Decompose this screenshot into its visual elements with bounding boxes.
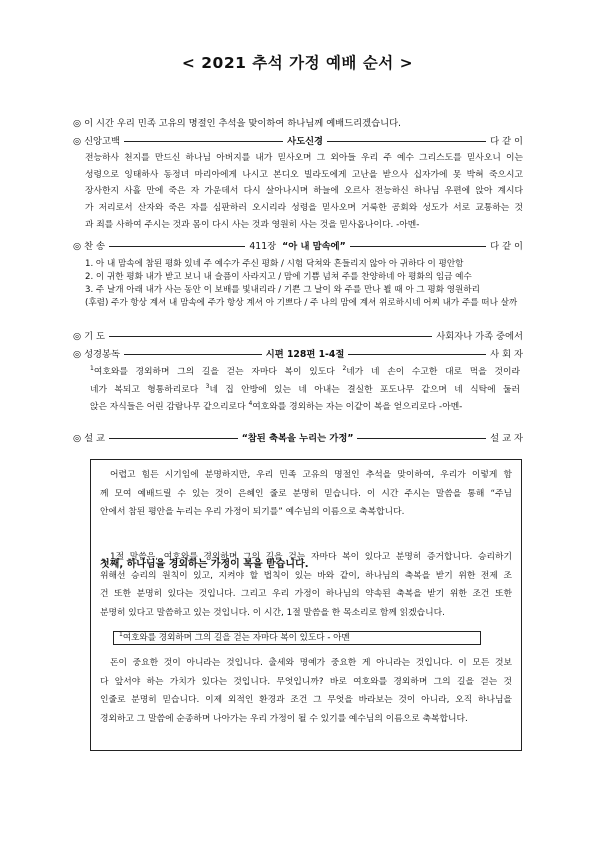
sermon-point-heading: 첫째, 하나님을 경외하는 가정이 복을 받습니다. bbox=[100, 559, 309, 570]
reading-label: ◎ 성경봉독 bbox=[73, 349, 120, 360]
sermon-intro bbox=[100, 466, 512, 522]
sermon-line: 경외하고 그 말씀에 순종하며 나아가는 우리 가정이 될 수 있기를 예수님의 이름으로 축복합니다. bbox=[100, 713, 468, 724]
sermon-line: 분명히 있다고 말씀하고 있는 것입니다. 이 시간, 1절 말씀을 한 목소리로 함께 읽겠습니다. bbox=[100, 607, 445, 618]
creed-line: 과 죄를 사하여 주시는 것과 몸이 다시 사는 것과 영원히 사는 것을 믿사옵나이다. -아멘- bbox=[85, 219, 420, 230]
prayer-leader: 사회자나 가족 중에서 bbox=[436, 331, 523, 342]
reading-passage: 시편 128편 1-4절 bbox=[265, 349, 345, 360]
leader-line bbox=[348, 354, 486, 355]
creed-label: ◎ 신앙고백 bbox=[73, 136, 120, 147]
leader-line bbox=[109, 246, 245, 247]
sermon-line: 1절 말씀은, 여호와를 경외하며 그의 길을 걷는 자마다 복이 있다고 분명히 증거합니다. 승리하기 bbox=[110, 552, 512, 562]
prayer-label: ◎ 기 도 bbox=[73, 331, 105, 342]
verse-number: 1 bbox=[119, 631, 123, 638]
hymn-label: ◎ 찬 송 bbox=[73, 241, 105, 252]
memory-verse-box bbox=[113, 631, 481, 645]
sermon-line: 위해선 승리의 원칙이 있고, 지켜야 할 법칙이 있는 바와 같이, 하나님의 축복을 받기 위한 전제 조 bbox=[100, 570, 512, 581]
sermon-header bbox=[73, 432, 523, 445]
scripture-text bbox=[90, 364, 520, 417]
creed-line: 성령으로 잉태하사 동정녀 마리아에게 나시고 본디오 빌라도에게 고난을 받으사 십자가에 못 박혀 죽으시고 bbox=[85, 169, 523, 180]
leader-line bbox=[109, 438, 238, 439]
sermon-conclusion bbox=[100, 654, 512, 728]
scripture-line: $^1$여호와를 경외하며 그의 길을 걷는 자마다 복이 있도다 $^2$네가 네 손이 수고한 대로 먹을 것이라 bbox=[90, 365, 520, 377]
creed-line: 장사한지 사흘 만에 죽은 자 가운데서 다시 살아나시며 하늘에 오르사 전능하신 하나님 우편에 앉아 계시다 bbox=[85, 186, 523, 197]
leader-line bbox=[350, 246, 486, 247]
leader-line bbox=[327, 141, 486, 142]
sermon-leader: 설 교 자 bbox=[490, 433, 523, 444]
creed-leader: 다 같 이 bbox=[490, 136, 523, 147]
hymn-verse: 3. 주 날개 아래 내가 사는 동안 이 보배를 빛내리라 / 기쁜 그 날이 와 주를 만나 뵐 때 아 그 평화 영원하리 bbox=[85, 285, 480, 295]
memory-verse: 여호와를 경외하며 그의 길을 걷는 자마다 복이 있도다 - 아멘 bbox=[122, 633, 350, 643]
sermon-line: 안에서 참된 평안을 누리는 우리 가정이 되기를” 예수님의 이름으로 축복합니다. bbox=[100, 507, 405, 517]
leader-line bbox=[124, 141, 283, 142]
sermon-line: 께 모여 예배드릴 수 있는 것이 은혜인 줄로 분명히 믿습니다. 이 시간 주시는 말씀을 통해 “주님 bbox=[100, 488, 512, 499]
sermon-label: ◎ 설 교 bbox=[73, 433, 105, 444]
scripture-line: 네가 복되고 형통하리로다 $^3$네 집 안방에 있는 네 아내는 결실한 포도나무 같으며 네 식탁에 둘러 bbox=[90, 382, 520, 395]
hymn-leader: 다 같 이 bbox=[490, 241, 523, 252]
sermon-line: 인줄로 분명히 믿습니다. 이제 외적인 환경과 조건 그 무엇을 바라보는 것이 아니라, 오직 하나님을 bbox=[100, 695, 512, 705]
sermon-line: 다 앞서야 하는 가치가 있다는 것입니다. 무엇입니까? 바로 여호와를 경외하며 그의 길을 걷는 것 bbox=[100, 676, 512, 687]
hymn-verse: 1. 아 내 맘속에 참된 평화 있네 주 예수가 주신 평화 / 시험 닥쳐와 흔들리지 않아 아 귀하다 이 평안함 bbox=[85, 259, 464, 269]
sermon-point-body bbox=[100, 548, 512, 622]
hymn-lyrics bbox=[85, 258, 520, 310]
sermon-line: 어렵고 힘든 시기임에 분명하지만, 우리 민족 고유의 명절인 추석을 맞이하여, 우리가 이렇게 함 bbox=[110, 470, 512, 480]
sermon-line: 건 또한 분명히 있다는 것입니다. 그리고 우리 가정이 하나님의 약속된 축복을 받기 위한 조건 또한 bbox=[100, 589, 512, 599]
hymn-verse: 2. 이 귀한 평화 내가 받고 보니 내 슬픔이 사라지고 / 맘에 기쁨 넘쳐 주를 찬양하네 아 평화의 임금 예수 bbox=[85, 272, 472, 282]
leader-line bbox=[109, 336, 432, 337]
scripture-line: 앉은 자식들은 어린 감람나무 같으리로다 $^4$여호와를 경외하는 자는 이같이 복을 얻으리로다 -아멘- bbox=[90, 400, 463, 412]
reading-header bbox=[73, 348, 523, 361]
hymn-title: “아 내 맘속에” bbox=[282, 241, 346, 252]
creed-line: 가 저리로서 산자와 죽은 자를 심판하러 오시리라 성령을 믿사오며 거룩한 공회와 성도가 서로 교통하는 것 bbox=[85, 203, 523, 214]
hymn-number: 411장 bbox=[249, 241, 277, 252]
intro-line: ◎ 이 시간 우리 민족 고유의 명절인 추석을 맞이하여 하나님께 예배드리겠습니다. bbox=[73, 118, 402, 129]
hymn-header bbox=[73, 240, 523, 253]
page-title: < 2021 추석 가정 예배 순서 > bbox=[181, 54, 414, 72]
creed-text bbox=[85, 150, 523, 234]
hymn-chorus: (후렴) 주가 항상 계셔 내 맘속에 주가 항상 계셔 아 기쁘다 / 주 나의 맘에 계셔 위로하시네 어찌 내가 주를 떠나 살까 bbox=[85, 298, 518, 308]
sermon-title: “참된 축복을 누리는 가정” bbox=[241, 433, 354, 444]
leader-line bbox=[124, 354, 262, 355]
creed-header bbox=[73, 135, 523, 148]
leader-line bbox=[357, 438, 486, 439]
reading-leader: 사 회 자 bbox=[490, 349, 523, 360]
sermon-line: 돈이 중요한 것이 아니라는 것입니다. 출세와 명예가 중요한 게 아니라는 것입니다. 이 모든 것보 bbox=[110, 658, 512, 668]
prayer-header bbox=[73, 330, 523, 343]
creed-title: 사도신경 bbox=[287, 136, 324, 147]
creed-line: 전능하사 천지를 만드신 하나님 아버지를 내가 믿사오며 그 외아들 우리 주 예수 그리스도를 믿사오니 이는 bbox=[85, 153, 523, 163]
